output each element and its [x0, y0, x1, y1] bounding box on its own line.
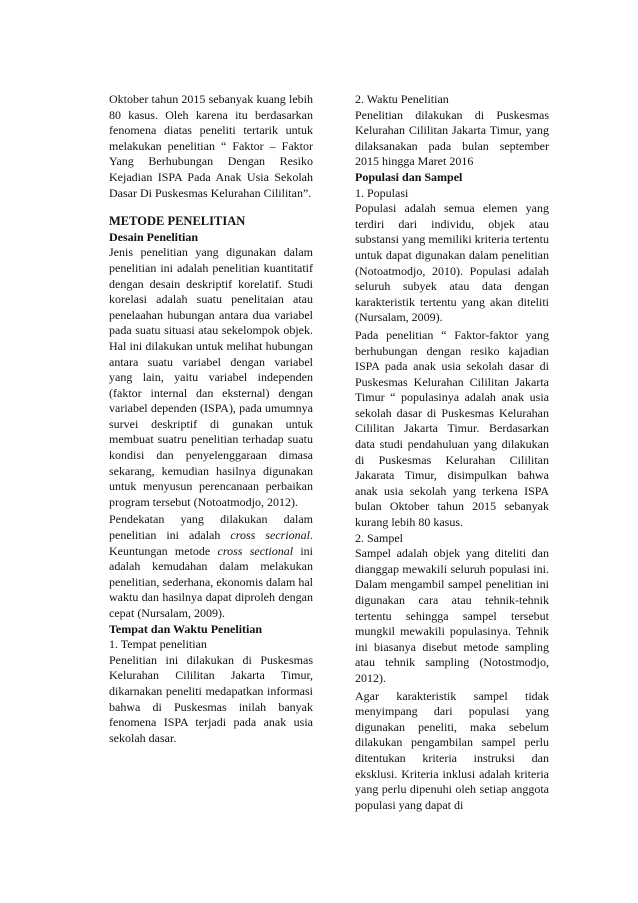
- population-heading: Populasi dan Sampel: [355, 169, 463, 184]
- population-paragraph: Populasi adalah semua elemen yang terdiri dari individu, objek atau substansi yang memiliki kriteria tertentu untuk dapat digunakan dalam penelitian (Notoatmodjo, 2010). Populasi adalah seluruh subyek atau data dengan karakteristik tertentu yang akan diteliti (Nursalam, 2009).: [355, 201, 549, 325]
- intro-paragraph: Oktober tahun 2015 sebanyak kuang lebih 80 kasus. Oleh karena itu berdasarkan fenomena diatas peneliti tertarik untuk melakukan penelitian “ Faktor – Faktor Yang Berhubungan Dengan Resiko Kejadian ISPA Pada Anak Usia Sekolah Dasar Di Puskesmas Kelurahan Cililitan”.: [109, 92, 313, 200]
- sample-paragraph: Sampel adalah objek yang diteliti dan dianggap mewakili seluruh populasi ini. Dalam mengambil sampel penelitian ini digunakan cara atau tehnik-tehnik tertentu sehingga sampel tersebut mungkil mewakili populasinya. Tehnik ini biasanya disebut metode sampling atau tehnik sampling (Notostmodjo, 2012).: [355, 546, 549, 685]
- left-column: [109, 92, 313, 746]
- approach-text-3: ini adalah kemudahan dalam melakukan penelitian, sederhana, ekonomis dalam hal waktu dan hasilnya dapat diproleh dengan cepat (Nursalam, 2009).: [109, 543, 313, 620]
- approach-term-1: cross secrional: [230, 528, 310, 543]
- population-subheading: 1. Populasi: [355, 185, 409, 200]
- design-heading: Desain Penelitian: [109, 229, 198, 244]
- design-paragraph: Jenis penelitian yang digunakan dalam penelitian ini adalah penelitian kuantitatif dengan desain deskriptif korelatif. Studi korelasi adalah suatu penelitaian atau penelaahan hubungan antara dua variabel pada suatu situasi atau sekelompok objek. Hal ini dilakukan untuk melihat hubungan antara suatu variabel dengan variabel yang lain, yaitu variabel independen (faktor internal dan eksternal) dengan variabel dependen (ISPA), pada umumnya survei deskriptif di gunakan untuk membuat suatru penelitian terhadap suatu kondisi dan penyelenggaraan dimasa sekarang, kemudian hasilnya digunakan untuk menyusun perencanaan perbaikan program tersebut (Notoatmodjo, 2012).: [109, 245, 313, 509]
- place-subheading: 1. Tempat penelitian: [109, 637, 207, 652]
- time-paragraph: Penelitian dilakukan di Puskesmas Kelurahan Cililitan Jakarta Timur, yang dilaksanakan pada bulan september 2015 hingga Maret 2016: [355, 107, 549, 169]
- sample-paragraph-2: Agar karakteristik sampel tidak menyimpang dari populasi yang digunakan peneliti, maka sebelum dilakukan pengambilan sampel perlu ditentukan kriteria instruksi dan eksklusi. Kriteria inklusi adalah kriteria yang perlu dipenuhi oleh setiap anggota populasi yang dapat di: [355, 688, 549, 812]
- section-title: METODE PENELITIAN: [109, 214, 246, 229]
- place-heading: Tempat dan Waktu Penelitian: [109, 621, 263, 636]
- sample-subheading: 2. Sampel: [355, 530, 403, 545]
- time-subheading: 2. Waktu Penelitian: [355, 92, 449, 106]
- approach-term-2: cross sectional: [217, 543, 294, 558]
- approach-text-2: . Keuntungan metode: [109, 528, 313, 558]
- place-paragraph: Penelitian ini dilakukan di Puskesmas Kelurahan Cililitan Jakarta Timur, dikarnakan peneliti medapatkan informasi bahwa di Puskesmas inilah banyak fenomena ISPA terjadi pada anak usia sekolah dasar.: [109, 652, 313, 745]
- population-paragraph-2: Pada penelitian “ Faktor-faktor yang berhubungan dengan resiko kajadian ISPA pada anak usia sekolah dasar di Puskesmas Kelurahan Cililitan Jakarta Timur “ populasinya adalah anak usia sekolah dasar di Puskesmas Kelurahan Cililitan Jakarta Timur. Berdasarkan data studi pendahuluan yang dilakukan di Puskesmas Kelurahan Cililitan Jakarata Timur, disimpulkan bahwa anak usia sekolah yang terkena ISPA bulan Oktober tahun 2015 sebanyak kurang lebih 80 kasus.: [355, 327, 549, 530]
- approach-text-1: Pendekatan yang dilakukan dalam penelitian ini adalah: [109, 512, 313, 543]
- approach-paragraph: [109, 512, 313, 621]
- right-column: [355, 92, 549, 813]
